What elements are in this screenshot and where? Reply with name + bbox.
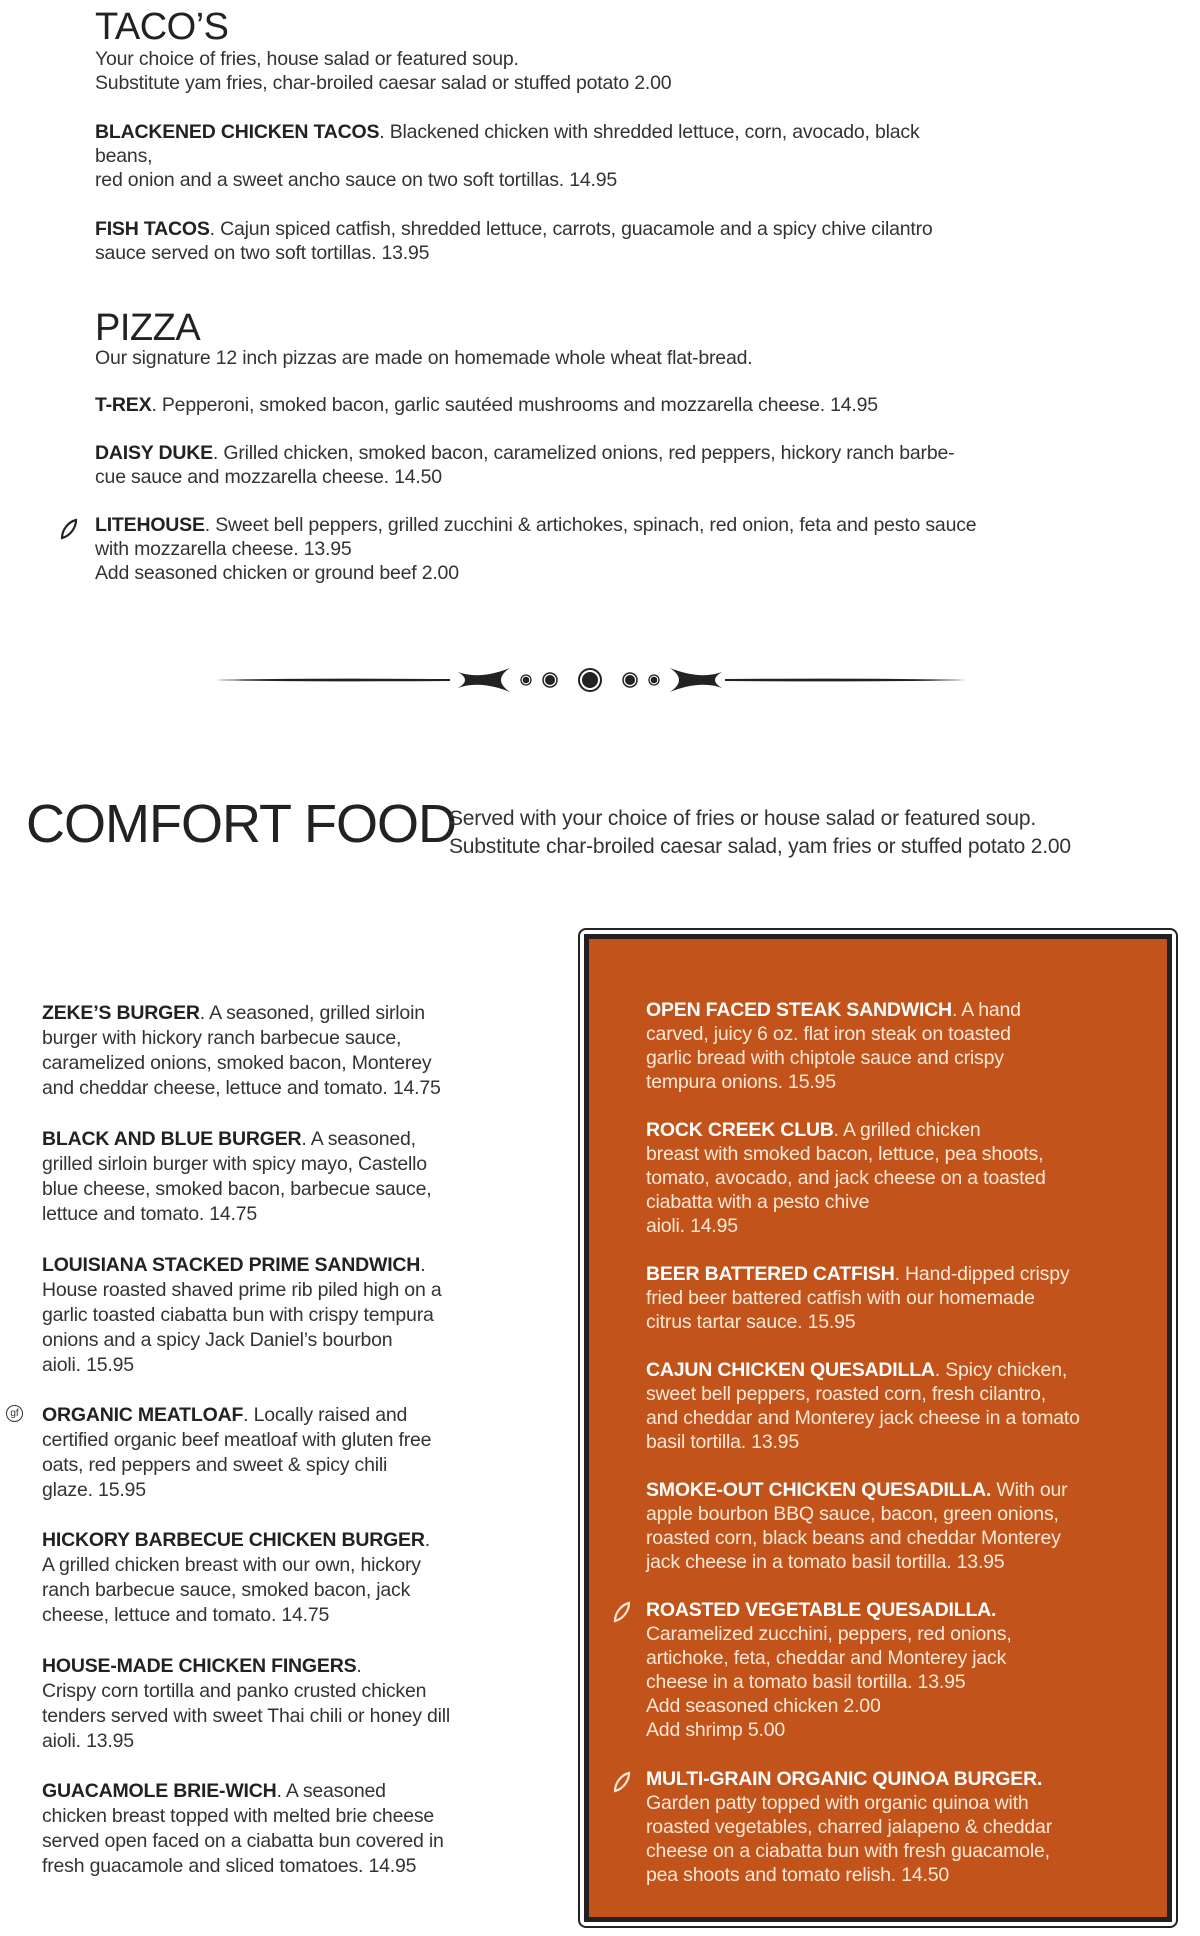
item-description: oats, red peppers and sweet & spicy chili bbox=[42, 1454, 388, 1476]
item-description: tomato, avocado, and jack cheese on a toasted bbox=[646, 1167, 1046, 1189]
item-description: With our bbox=[991, 1479, 1068, 1501]
item-description: fried beer battered catfish with our homemade bbox=[646, 1287, 1035, 1309]
item-description: ranch barbecue sauce, smoked bacon, jack bbox=[42, 1579, 411, 1601]
item-description: certified organic beef meatloaf with gluten free bbox=[42, 1429, 432, 1451]
item-name: FISH TACOS bbox=[95, 218, 210, 240]
section-title-tacos: TACO’S bbox=[95, 6, 229, 48]
item-description: . A seasoned bbox=[276, 1780, 386, 1802]
item-description: Add shrimp 5.00 bbox=[646, 1719, 785, 1741]
item-description: aioli. 13.95 bbox=[42, 1730, 134, 1752]
menu-item-cajun-chicken-quesadilla bbox=[646, 1358, 1080, 1454]
item-description: aioli. 14.95 bbox=[646, 1215, 738, 1237]
vegetarian-leaf-icon bbox=[613, 1771, 631, 1793]
item-description: citrus tartar sauce. 15.95 bbox=[646, 1311, 856, 1333]
item-description: cheese, lettuce and tomato. 14.75 bbox=[42, 1604, 330, 1626]
menu-item-beer-battered-catfish bbox=[646, 1262, 1069, 1334]
item-description: Add seasoned chicken or ground beef 2.00 bbox=[95, 562, 459, 584]
item-description: and cheddar and Monterey jack cheese in a tomato bbox=[646, 1407, 1080, 1429]
comfort-subtitle-line2: Substitute char-broiled caesar salad, yam fries or stuffed potato 2.00 bbox=[449, 835, 1071, 858]
menu-item-smoke-out-chicken-quesadilla bbox=[646, 1478, 1067, 1574]
item-name: T-REX bbox=[95, 394, 152, 416]
item-name: HOUSE-MADE CHICKEN FINGERS bbox=[42, 1655, 357, 1677]
item-description: A grilled chicken breast with our own, hickory bbox=[42, 1554, 421, 1576]
pizza-subtitle: Our signature 12 inch pizzas are made on homemade whole wheat flat-bread. bbox=[95, 347, 753, 369]
item-description: Crispy corn tortilla and panko crusted chicken bbox=[42, 1680, 427, 1702]
ornamental-divider-icon bbox=[210, 660, 970, 700]
menu-item-daisy-duke bbox=[95, 441, 954, 489]
item-description: . Cajun spiced catfish, shredded lettuce, carrots, guacamole and a spicy chive cilantro bbox=[209, 218, 933, 240]
menu-item-guacamole-brie-wich bbox=[42, 1779, 444, 1879]
item-description: garlic bread with chiptole sauce and crispy bbox=[646, 1047, 1004, 1069]
tacos-subtitle-line2: Substitute yam fries, char-broiled caesar salad or stuffed potato 2.00 bbox=[95, 72, 672, 94]
comfort-subtitle-line1: Served with your choice of fries or house salad or featured soup. bbox=[449, 807, 1036, 830]
menu-item-rock-creek-club bbox=[646, 1118, 1046, 1238]
menu-item-black-and-blue-burger bbox=[42, 1127, 431, 1227]
item-description: caramelized onions, smoked bacon, Monterey bbox=[42, 1052, 432, 1074]
item-description: lettuce and tomato. 14.75 bbox=[42, 1203, 258, 1225]
item-name: SMOKE-OUT CHICKEN QUESADILLA. bbox=[646, 1479, 992, 1501]
item-description: sweet bell peppers, roasted corn, fresh cilantro, bbox=[646, 1383, 1046, 1405]
item-description: red onion and a sweet ancho sauce on two soft tortillas. 14.95 bbox=[95, 169, 618, 191]
item-description: fresh guacamole and sliced tomatoes. 14.95 bbox=[42, 1855, 417, 1877]
item-name: LOUISIANA STACKED PRIME SANDWICH bbox=[42, 1254, 421, 1276]
item-description: House roasted shaved prime rib piled high on a bbox=[42, 1279, 442, 1301]
item-name: OPEN FACED STEAK SANDWICH bbox=[646, 999, 952, 1021]
vegetarian-leaf-icon bbox=[60, 518, 78, 540]
item-description: roasted corn, black beans and cheddar Monterey bbox=[646, 1527, 1061, 1549]
item-description: . Sweet bell peppers, grilled zucchini & artichokes, spinach, red onion, feta and pesto sauce bbox=[204, 514, 977, 536]
section-title-pizza: PIZZA bbox=[95, 307, 201, 349]
item-description: aioli. 15.95 bbox=[42, 1354, 134, 1376]
menu-item-hickory-barbecue-chicken-burger bbox=[42, 1528, 430, 1628]
item-description: . bbox=[420, 1254, 426, 1276]
menu-item-litehouse bbox=[95, 513, 976, 585]
item-description: burger with hickory ranch barbecue sauce, bbox=[42, 1027, 402, 1049]
item-description: cue sauce and mozzarella cheese. 14.50 bbox=[95, 466, 442, 488]
item-name: BLACK AND BLUE BURGER bbox=[42, 1128, 302, 1150]
item-description: served open faced on a ciabatta bun covered in bbox=[42, 1830, 444, 1852]
item-description: chicken breast topped with melted brie cheese bbox=[42, 1805, 435, 1827]
menu-item-blackened-chicken-tacos bbox=[95, 120, 920, 192]
item-description: . A seasoned, grilled sirloin bbox=[199, 1002, 425, 1024]
item-description: . Grilled chicken, smoked bacon, caramelized onions, red peppers, hickory ranch barbe- bbox=[212, 442, 955, 464]
item-description: . A hand bbox=[951, 999, 1021, 1021]
item-name: DAISY DUKE bbox=[95, 442, 213, 464]
menu-item-open-faced-steak-sandwich bbox=[646, 998, 1021, 1094]
item-name: ZEKE’S BURGER bbox=[42, 1002, 200, 1024]
item-description: glaze. 15.95 bbox=[42, 1479, 146, 1501]
item-description: garlic toasted ciabatta bun with crispy tempura bbox=[42, 1304, 434, 1326]
item-description: basil tortilla. 13.95 bbox=[646, 1431, 799, 1453]
menu-item-fish-tacos bbox=[95, 217, 933, 265]
item-description: Add seasoned chicken 2.00 bbox=[646, 1695, 881, 1717]
item-name: CAJUN CHICKEN QUESADILLA bbox=[646, 1359, 935, 1381]
item-description: beans, bbox=[95, 145, 153, 167]
item-description: roasted vegetables, charred jalapeno & cheddar bbox=[646, 1816, 1052, 1838]
item-name: LITEHOUSE bbox=[95, 514, 205, 536]
menu-item-zekes-burger bbox=[42, 1001, 441, 1101]
item-description: Caramelized zucchini, peppers, red onions, bbox=[646, 1623, 1012, 1645]
item-name: MULTI-GRAIN ORGANIC QUINOA BURGER. bbox=[646, 1768, 1043, 1790]
item-description: grilled sirloin burger with spicy mayo, Castello bbox=[42, 1153, 427, 1175]
item-name: BLACKENED CHICKEN TACOS bbox=[95, 121, 380, 143]
menu-item-louisiana-stacked-prime-sandwich bbox=[42, 1253, 441, 1378]
menu-item-roasted-vegetable-quesadilla bbox=[646, 1598, 1012, 1742]
item-name: ROASTED VEGETABLE QUESADILLA. bbox=[646, 1599, 997, 1621]
item-description: . Pepperoni, smoked bacon, garlic sautéed mushrooms and mozzarella cheese. 14.95 bbox=[151, 394, 878, 416]
menu-item-multi-grain-organic-quinoa-burger bbox=[646, 1767, 1052, 1887]
gluten-free-icon: gf bbox=[6, 1405, 23, 1422]
item-description: Garden patty topped with organic quinoa with bbox=[646, 1792, 1029, 1814]
item-description: sauce served on two soft tortillas. 13.95 bbox=[95, 242, 430, 264]
item-description: pea shoots and tomato relish. 14.50 bbox=[646, 1864, 950, 1886]
item-description: . Blackened chicken with shredded lettuce, corn, avocado, black bbox=[379, 121, 920, 143]
item-description: . bbox=[424, 1529, 430, 1551]
item-description: carved, juicy 6 oz. flat iron steak on toasted bbox=[646, 1023, 1011, 1045]
item-name: GUACAMOLE BRIE-WICH bbox=[42, 1780, 277, 1802]
item-description: . Spicy chicken, bbox=[934, 1359, 1068, 1381]
item-description: ciabatta with a pesto chive bbox=[646, 1191, 870, 1213]
item-name: HICKORY BARBECUE CHICKEN BURGER bbox=[42, 1529, 425, 1551]
menu-item-t-rex bbox=[95, 393, 878, 417]
item-name: ROCK CREEK CLUB bbox=[646, 1119, 834, 1141]
item-description: blue cheese, smoked bacon, barbecue sauce, bbox=[42, 1178, 432, 1200]
vegetarian-leaf-icon bbox=[613, 1601, 631, 1623]
item-description: . A seasoned, bbox=[301, 1128, 416, 1150]
menu-item-organic-meatloaf bbox=[42, 1403, 431, 1503]
item-description: tempura onions. 15.95 bbox=[646, 1071, 836, 1093]
item-description: cheese in a tomato basil tortilla. 13.95 bbox=[646, 1671, 966, 1693]
item-description: cheese on a ciabatta bun with fresh guacamole, bbox=[646, 1840, 1050, 1862]
item-description: jack cheese in a tomato basil tortilla. 13.95 bbox=[646, 1551, 1005, 1573]
tacos-subtitle-line1: Your choice of fries, house salad or featured soup. bbox=[95, 48, 519, 70]
item-name: BEER BATTERED CATFISH bbox=[646, 1263, 895, 1285]
item-description: onions and a spicy Jack Daniel’s bourbon bbox=[42, 1329, 393, 1351]
item-description: . Hand-dipped crispy bbox=[894, 1263, 1070, 1285]
item-description: artichoke, feta, cheddar and Monterey jack bbox=[646, 1647, 1007, 1669]
item-description: apple bourbon BBQ sauce, bacon, green onions, bbox=[646, 1503, 1059, 1525]
item-description: and cheddar cheese, lettuce and tomato. 14.75 bbox=[42, 1077, 441, 1099]
item-description: tenders served with sweet Thai chili or honey dill bbox=[42, 1705, 451, 1727]
item-description: . A grilled chicken bbox=[833, 1119, 981, 1141]
item-description: with mozzarella cheese. 13.95 bbox=[95, 538, 352, 560]
item-description: breast with smoked bacon, lettuce, pea shoots, bbox=[646, 1143, 1044, 1165]
item-description: . Locally raised and bbox=[243, 1404, 408, 1426]
section-title-comfort-food: COMFORT FOOD bbox=[26, 794, 456, 854]
menu-item-house-made-chicken-fingers bbox=[42, 1654, 450, 1754]
item-name: ORGANIC MEATLOAF bbox=[42, 1404, 244, 1426]
item-description: . bbox=[356, 1655, 362, 1677]
